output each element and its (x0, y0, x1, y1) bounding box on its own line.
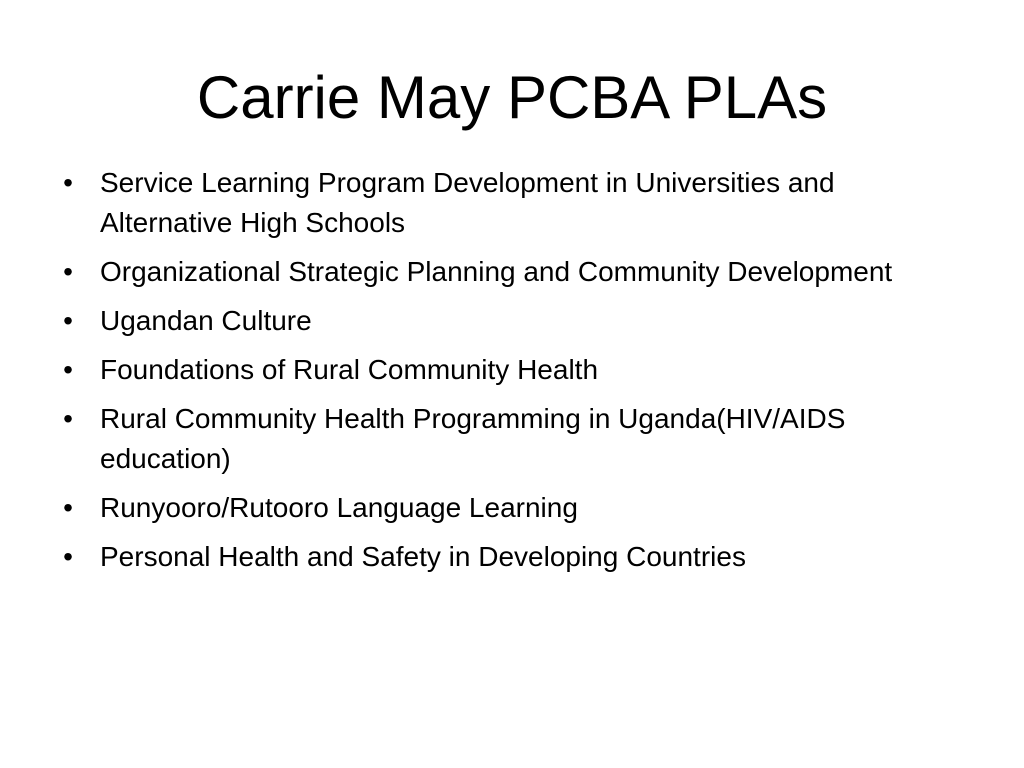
bullet-list (58, 163, 958, 586)
list-item-text: Personal Health and Safety in Developing Countries (100, 541, 746, 572)
list-item (58, 163, 958, 243)
bullet-icon: • (63, 541, 73, 572)
bullet-icon: • (63, 354, 73, 385)
list-item (58, 488, 958, 528)
list-item (58, 252, 958, 292)
list-item (58, 537, 958, 577)
list-item (58, 350, 958, 390)
list-item-text: Service Learning Program Development in Universities and Alternative High Schools (100, 167, 835, 238)
list-item (58, 301, 958, 341)
list-item-text: Runyooro/Rutooro Language Learning (100, 492, 578, 523)
list-item-text: Foundations of Rural Community Health (100, 354, 599, 385)
bullet-icon: • (63, 305, 73, 336)
list-item-text: Ugandan Culture (100, 305, 312, 336)
bullet-icon: • (63, 403, 73, 434)
list-item (58, 399, 958, 479)
slide-title: Carrie May PCBA PLAs (196, 64, 828, 131)
list-item-text: Rural Community Health Programming in Uganda(HIV/AIDS education) (100, 403, 846, 474)
list-item-text: Organizational Strategic Planning and Community Development (100, 256, 893, 287)
bullet-icon: • (63, 167, 73, 198)
bullet-icon: • (63, 256, 73, 287)
bullet-icon: • (63, 492, 73, 523)
